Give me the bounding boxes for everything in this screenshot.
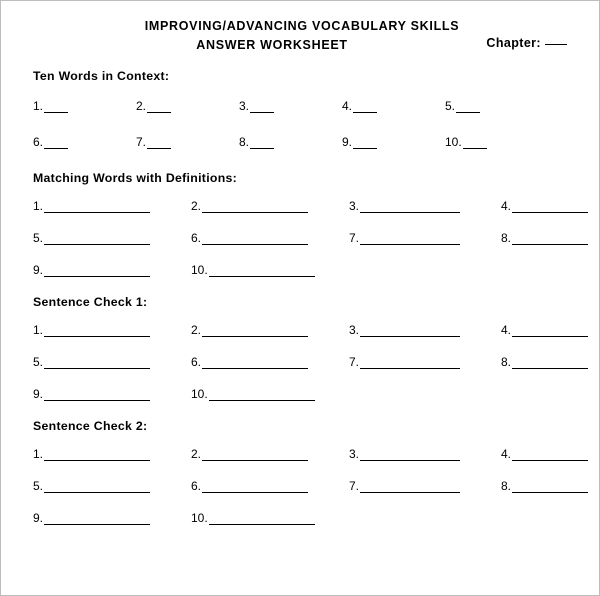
worksheet-section — [33, 295, 575, 401]
answer-cell — [501, 479, 600, 493]
answer-row — [33, 199, 575, 213]
answer-number: 6. — [33, 135, 44, 149]
answer-number: 1. — [33, 99, 44, 113]
answer-blank-line[interactable] — [202, 481, 308, 493]
answer-blank-line[interactable] — [360, 201, 460, 213]
answer-blank-line[interactable] — [202, 449, 308, 461]
answer-cell — [191, 511, 349, 525]
answer-number: 6. — [191, 479, 202, 493]
answer-number: 7. — [349, 355, 360, 369]
answer-cell — [239, 99, 342, 113]
answer-cell — [33, 135, 136, 149]
answer-cell — [33, 355, 191, 369]
answer-blank-line[interactable] — [209, 513, 315, 525]
answer-cell — [349, 199, 501, 213]
answer-blank-line[interactable] — [463, 137, 487, 149]
answer-cell — [501, 355, 600, 369]
answer-rows — [33, 99, 575, 149]
worksheet-section — [33, 419, 575, 525]
document-title-line-1: IMPROVING/ADVANCING VOCABULARY SKILLS — [144, 19, 460, 33]
answer-number: 5. — [33, 479, 44, 493]
answer-cell — [33, 479, 191, 493]
answer-cell — [501, 231, 600, 245]
answer-blank-line[interactable] — [44, 481, 150, 493]
answer-number: 1. — [33, 199, 44, 213]
answer-blank-line[interactable] — [147, 101, 171, 113]
answer-blank-line[interactable] — [202, 233, 308, 245]
answer-blank-line[interactable] — [512, 201, 588, 213]
answer-blank-line[interactable] — [360, 357, 460, 369]
document-title-line-2: ANSWER WORKSHEET — [196, 38, 348, 52]
answer-cell — [501, 199, 600, 213]
answer-cell — [501, 447, 600, 461]
answer-number: 7. — [349, 479, 360, 493]
answer-blank-line[interactable] — [353, 101, 377, 113]
answer-number: 10. — [445, 135, 462, 149]
answer-row — [33, 511, 575, 525]
answer-number: 2. — [191, 199, 202, 213]
answer-number: 2. — [191, 447, 202, 461]
answer-cell — [33, 231, 191, 245]
answer-blank-line[interactable] — [202, 325, 308, 337]
answer-row — [33, 135, 575, 149]
answer-row — [33, 323, 575, 337]
answer-blank-line[interactable] — [250, 101, 274, 113]
answer-number: 9. — [33, 511, 44, 525]
answer-rows — [33, 199, 575, 277]
answer-number: 7. — [136, 135, 147, 149]
answer-blank-line[interactable] — [44, 201, 150, 213]
answer-cell — [191, 323, 349, 337]
answer-cell — [33, 323, 191, 337]
answer-row — [33, 479, 575, 493]
answer-cell — [239, 135, 342, 149]
answer-cell — [191, 479, 349, 493]
answer-number: 3. — [349, 199, 360, 213]
answer-cell — [191, 355, 349, 369]
section-heading: Sentence Check 1: — [33, 295, 148, 309]
answer-number: 4. — [501, 323, 512, 337]
answer-blank-line[interactable] — [44, 233, 150, 245]
answer-blank-line[interactable] — [44, 137, 68, 149]
answer-cell — [445, 99, 548, 113]
answer-cell — [349, 323, 501, 337]
answer-number: 4. — [342, 99, 353, 113]
sections-container — [33, 69, 575, 525]
answer-blank-line[interactable] — [44, 325, 150, 337]
answer-cell — [349, 447, 501, 461]
answer-blank-line[interactable] — [512, 325, 588, 337]
answer-cell — [191, 263, 349, 277]
answer-cell — [136, 135, 239, 149]
answer-number: 3. — [349, 323, 360, 337]
answer-number: 6. — [191, 355, 202, 369]
answer-cell — [33, 511, 191, 525]
answer-number: 8. — [501, 479, 512, 493]
answer-row — [33, 263, 575, 277]
answer-number: 7. — [349, 231, 360, 245]
answer-number: 8. — [239, 135, 250, 149]
answer-number: 9. — [33, 263, 44, 277]
chapter-label: Chapter: — [486, 36, 541, 50]
answer-blank-line[interactable] — [44, 357, 150, 369]
worksheet-header — [33, 17, 575, 55]
answer-cell — [191, 231, 349, 245]
answer-cell — [501, 323, 600, 337]
answer-cell — [349, 479, 501, 493]
answer-row — [33, 231, 575, 245]
chapter-blank-line[interactable] — [545, 44, 567, 45]
answer-blank-line[interactable] — [202, 201, 308, 213]
answer-blank-line[interactable] — [209, 389, 315, 401]
answer-cell — [191, 387, 349, 401]
answer-cell — [136, 99, 239, 113]
answer-cell — [33, 387, 191, 401]
worksheet-body — [1, 1, 599, 525]
answer-rows — [33, 447, 575, 525]
answer-number: 8. — [501, 231, 512, 245]
answer-blank-line[interactable] — [512, 449, 588, 461]
answer-blank-line[interactable] — [209, 265, 315, 277]
answer-blank-line[interactable] — [512, 481, 588, 493]
answer-blank-line[interactable] — [360, 325, 460, 337]
answer-number: 10. — [191, 511, 208, 525]
answer-blank-line[interactable] — [44, 389, 150, 401]
answer-row — [33, 355, 575, 369]
answer-number: 5. — [445, 99, 456, 113]
answer-blank-line[interactable] — [360, 481, 460, 493]
answer-row — [33, 447, 575, 461]
answer-number: 5. — [33, 231, 44, 245]
answer-blank-line[interactable] — [512, 233, 588, 245]
answer-cell — [33, 199, 191, 213]
answer-cell — [342, 135, 445, 149]
answer-number: 10. — [191, 387, 208, 401]
answer-cell — [33, 447, 191, 461]
answer-cell — [349, 355, 501, 369]
worksheet-section — [33, 171, 575, 277]
answer-number: 3. — [239, 99, 250, 113]
answer-blank-line[interactable] — [456, 101, 480, 113]
answer-cell — [33, 263, 191, 277]
answer-number: 8. — [501, 355, 512, 369]
worksheet-section — [33, 69, 575, 149]
answer-number: 4. — [501, 199, 512, 213]
answer-number: 1. — [33, 323, 44, 337]
answer-number: 9. — [342, 135, 353, 149]
answer-cell — [342, 99, 445, 113]
answer-cell — [191, 199, 349, 213]
answer-blank-line[interactable] — [360, 449, 460, 461]
answer-cell — [33, 99, 136, 113]
section-heading: Matching Words with Definitions: — [33, 171, 238, 185]
section-heading: Ten Words in Context: — [33, 69, 170, 83]
answer-number: 10. — [191, 263, 208, 277]
answer-rows — [33, 323, 575, 401]
answer-number: 1. — [33, 447, 44, 461]
answer-number: 9. — [33, 387, 44, 401]
answer-blank-line[interactable] — [147, 137, 171, 149]
answer-blank-line[interactable] — [44, 101, 68, 113]
answer-number: 5. — [33, 355, 44, 369]
answer-number: 4. — [501, 447, 512, 461]
answer-row — [33, 387, 575, 401]
answer-blank-line[interactable] — [512, 357, 588, 369]
answer-blank-line[interactable] — [202, 357, 308, 369]
answer-number: 3. — [349, 447, 360, 461]
answer-row — [33, 99, 575, 113]
answer-blank-line[interactable] — [44, 449, 150, 461]
answer-cell — [349, 231, 501, 245]
answer-blank-line[interactable] — [353, 137, 377, 149]
section-heading: Sentence Check 2: — [33, 419, 148, 433]
answer-blank-line[interactable] — [44, 265, 150, 277]
answer-number: 2. — [136, 99, 147, 113]
answer-blank-line[interactable] — [360, 233, 460, 245]
chapter-field — [486, 36, 567, 50]
answer-cell — [191, 447, 349, 461]
answer-cell — [445, 135, 548, 149]
answer-number: 2. — [191, 323, 202, 337]
answer-number: 6. — [191, 231, 202, 245]
answer-blank-line[interactable] — [250, 137, 274, 149]
answer-blank-line[interactable] — [44, 513, 150, 525]
